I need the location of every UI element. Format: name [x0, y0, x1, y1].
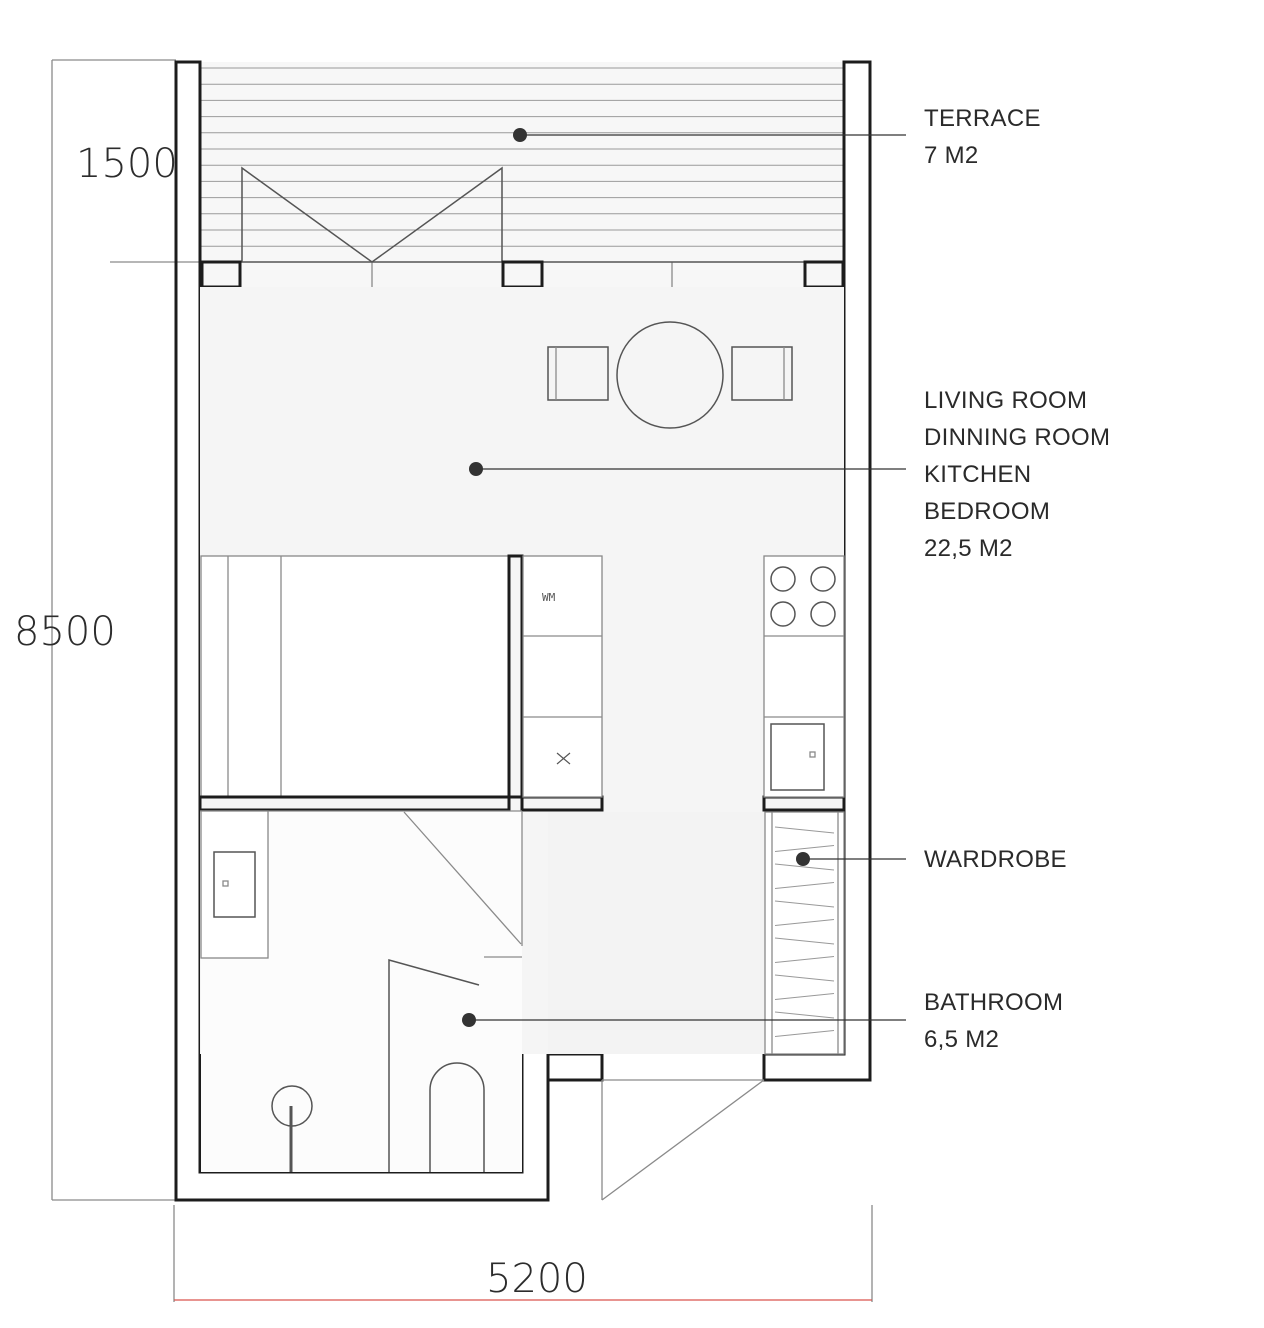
bathroom [200, 811, 522, 1172]
living-name-1: DINNING ROOM [924, 424, 1111, 451]
wardrobe-label [924, 841, 1067, 878]
wardrobe [765, 812, 844, 1054]
bed [201, 556, 509, 797]
living-label [924, 382, 1110, 567]
wardrobe-name: WARDROBE [924, 846, 1067, 873]
total-length-dimension: 8500 [14, 609, 116, 655]
terrace-depth-dimension: 1500 [76, 141, 178, 187]
wardrobe-marker [796, 852, 810, 866]
bathroom-area: 6,5 M2 [924, 1026, 1000, 1053]
bathroom-name: BATHROOM [924, 989, 1064, 1016]
living-area: 22,5 M2 [924, 535, 1013, 562]
entrance-door [602, 1080, 764, 1200]
living-marker [469, 462, 483, 476]
terrace-label [924, 100, 1041, 174]
storage-cabinet [523, 556, 602, 797]
living-name-2: KITCHEN [924, 461, 1032, 488]
terrace-name: TERRACE [924, 105, 1041, 132]
terrace-area: 7 M2 [924, 142, 979, 169]
bathroom-label [924, 984, 1063, 1058]
kitchen-counter [764, 556, 844, 797]
terrace-area [200, 62, 844, 287]
bathroom-marker [462, 1013, 476, 1027]
washer-mark: WM [542, 591, 556, 604]
terrace-marker [513, 128, 527, 142]
living-name-3: BEDROOM [924, 498, 1051, 525]
total-width-dimension: 5200 [486, 1256, 588, 1302]
living-name-0: LIVING ROOM [924, 387, 1088, 414]
